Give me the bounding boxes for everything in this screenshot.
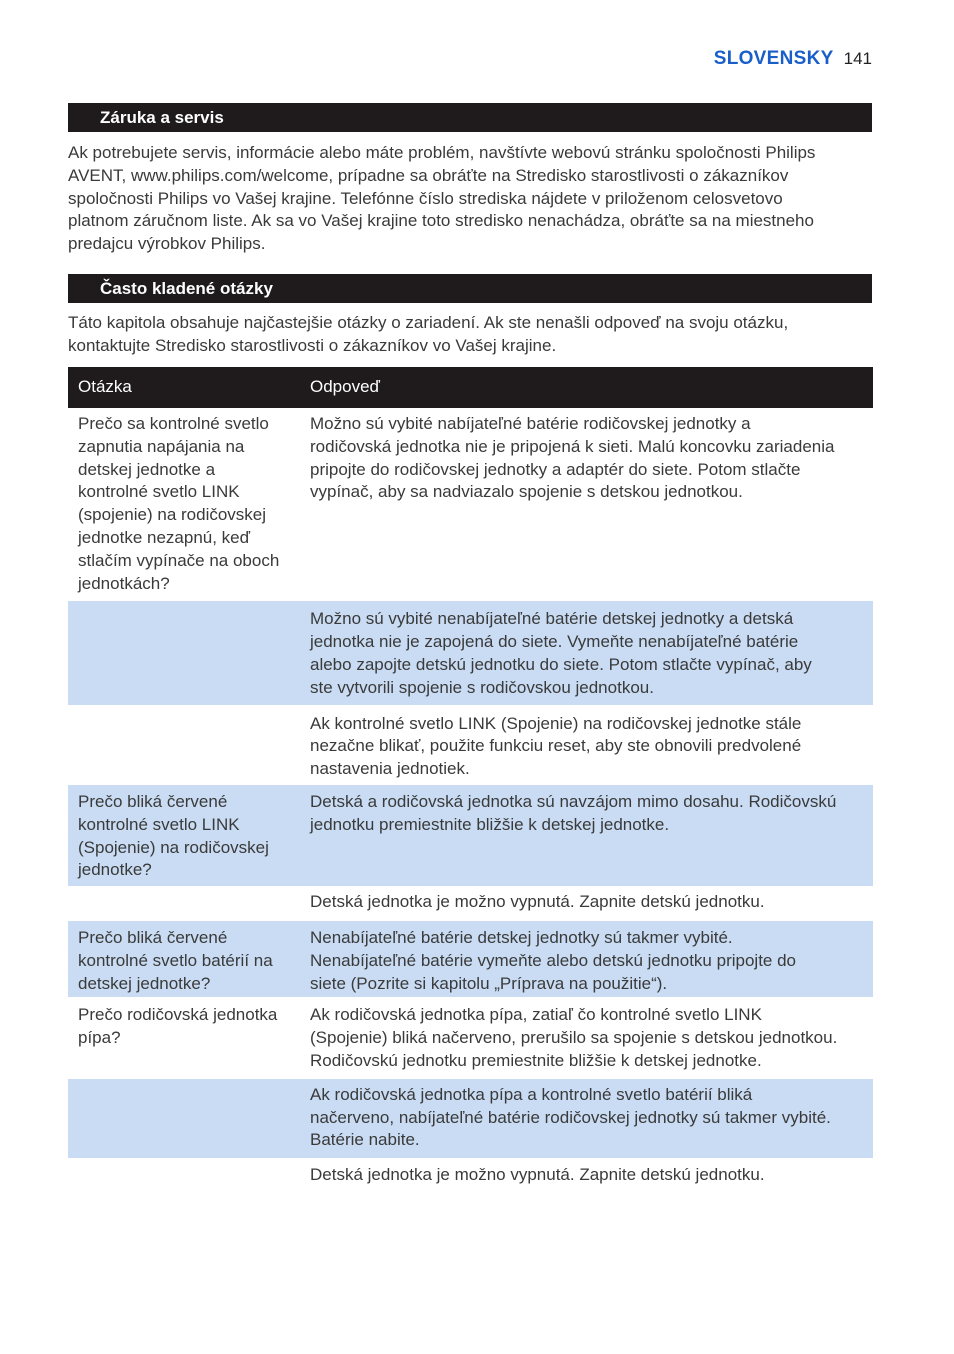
answer-text-line: Rodičovskú jednotku premiestnite bližšie k detskej jednotke. [310,1050,762,1070]
question-cell [68,408,300,601]
text-line: platnom záručnom liste. Ak sa vo Vašej krajine toto stredisko nenachádza, obráťte sa na miestneho [68,211,814,231]
section-heading-warranty: Záruka a servis [68,103,872,132]
answer-text-line: alebo zapojte detskú jednotku do siete. Potom stlačte vypínač, aby [310,654,812,674]
answer-text-line: vypínač, aby sa nadviazalo spojenie s detskou jednotkou. [310,482,743,502]
question-text-line: Prečo rodičovská jednotka [78,1005,278,1025]
table-row [68,1078,873,1158]
question-text-line: (Spojenie) na rodičovskej [78,837,269,857]
answer-cell [300,705,873,784]
answer-cell [300,1159,873,1192]
question-text-line: pípa? [78,1028,121,1048]
faq-table [68,367,873,1192]
answer-text-line: Ak rodičovská jednotka pípa, zatiaľ čo kontrolné svetlo LINK [310,1005,762,1025]
question-cell [68,1159,300,1192]
answer-text-line: Detská jednotka je možno vypnutá. Zapnite detskú jednotku. [310,892,765,912]
table-row [68,1159,873,1192]
table-row [68,998,873,1078]
faq-intro-paragraph [68,312,874,358]
table-row [68,887,873,921]
question-text-line: detskej jednotke? [78,973,211,993]
question-cell [68,887,300,921]
text-line: kontaktujte Stredisko starostlivosti o zákazníkov vo Vašej krajine. [68,335,557,355]
question-text-line: Prečo bliká červené [78,927,228,947]
question-text-line: kontrolné svetlo batérií na [78,950,273,970]
answer-cell [300,601,873,705]
question-cell [68,705,300,784]
answer-text-line: jednotku premiestnite bližšie k detskej jednotke. [310,814,670,834]
table-row [68,920,873,997]
answer-text-line: Možno sú vybité nenabíjateľné batérie detskej jednotky a detská [310,609,794,629]
question-cell [68,998,300,1078]
table-header-row [68,367,873,408]
question-text-line: (spojenie) na rodičovskej [78,505,267,525]
question-text-line: Prečo bliká červené [78,791,228,811]
question-cell [68,601,300,705]
answer-text-line: Nenabíjateľné batérie vymeňte alebo detskú jednotku pripojte do [310,950,797,970]
text-line: spoločnosti Philips vo Vašej krajine. Telefónne číslo strediska nájdete v priloženom celosvetovo [68,188,783,208]
question-text-line: jednotke nezapnú, keď [78,527,251,547]
language-label: SLOVENSKY [713,48,834,69]
question-text-line: jednotke? [78,860,152,880]
answer-text-line: Nenabíjateľné batérie detskej jednotky sú takmer vybité. [310,927,733,947]
answer-cell [300,1078,873,1158]
answer-cell [300,784,873,886]
answer-text-line: ste vytvorili spojenie s rodičovskou jednotkou. [310,677,654,697]
question-text-line: jednotkách? [78,573,170,593]
section-heading-faq: Často kladené otázky [68,274,872,303]
table-row [68,601,873,705]
page-header [714,48,872,70]
answer-cell [300,887,873,921]
text-line: Ak potrebujete servis, informácie alebo máte problém, navštívte webovú stránku spoločnosti Philips [68,143,816,162]
answer-text-line: (Spojenie) bliká načerveno, prerušilo sa spojenie s detskou jednotkou. [310,1028,838,1048]
question-text-line: kontrolné svetlo LINK [78,482,240,502]
question-cell [68,1078,300,1158]
question-cell [68,784,300,886]
answer-text-line: Detská jednotka je možno vypnutá. Zapnite detskú jednotku. [310,1165,765,1185]
answer-cell [300,998,873,1078]
text-line: Táto kapitola obsahuje najčastejšie otázky o zariadení. Ak ste nenašli odpoveď na svoju otázku, [68,313,789,332]
table-row [68,705,873,784]
answer-text-line: jednotka nie je zapojená do siete. Vymeňte nenabíjateľné batérie [310,632,799,652]
answer-text-line: Detská a rodičovská jednotka sú navzájom mimo dosahu. Rodičovskú [310,791,837,811]
column-header-answer: Odpoveď [300,367,873,408]
question-text-line: detskej jednotke a [78,459,216,479]
answer-text-line: Možno sú vybité nabíjateľné batérie rodičovskej jednotky a [310,414,751,433]
question-cell [68,920,300,997]
answer-text-line: Ak kontrolné svetlo LINK (Spojenie) na rodičovskej jednotke stále [310,713,802,733]
faq-table-body [68,408,873,1191]
column-header-question: Otázka [68,367,300,408]
answer-cell [300,920,873,997]
question-text-line: stlačím vypínače na oboch [78,550,280,570]
answer-text-line: siete (Pozrite si kapitolu „Príprava na použitie“). [310,973,668,993]
answer-cell [300,408,873,601]
warranty-paragraph [68,142,874,256]
text-line: AVENT, www.philips.com/welcome, prípadne sa obráťte na Stredisko starostlivosti o zákazníkov [68,165,789,185]
question-text-line: kontrolné svetlo LINK [78,814,240,834]
answer-text-line: nezačne blikať, použite funkciu reset, aby ste obnovili predvolené [310,736,802,756]
answer-text-line: načerveno, nabíjateľné batérie rodičovskej jednotky sú takmer vybité. [310,1107,831,1127]
table-row [68,784,873,886]
answer-text-line: pripojte do rodičovskej jednotky a adaptér do siete. Potom stlačte [310,459,801,479]
question-text-line: Prečo sa kontrolné svetlo [78,414,269,433]
answer-text-line: Ak rodičovská jednotka pípa a kontrolné svetlo batérií bliká [310,1084,753,1104]
answer-text-line: Batérie nabite. [310,1130,420,1150]
table-row [68,408,873,601]
question-text-line: zapnutia napájania na [78,436,245,456]
page-number: 141 [843,49,872,68]
text-line: predajcu výrobkov Philips. [68,234,266,254]
answer-text-line: rodičovská jednotka nie je pripojená k sieti. Malú koncovku zariadenia [310,436,835,456]
answer-text-line: nastavenia jednotiek. [310,759,470,779]
